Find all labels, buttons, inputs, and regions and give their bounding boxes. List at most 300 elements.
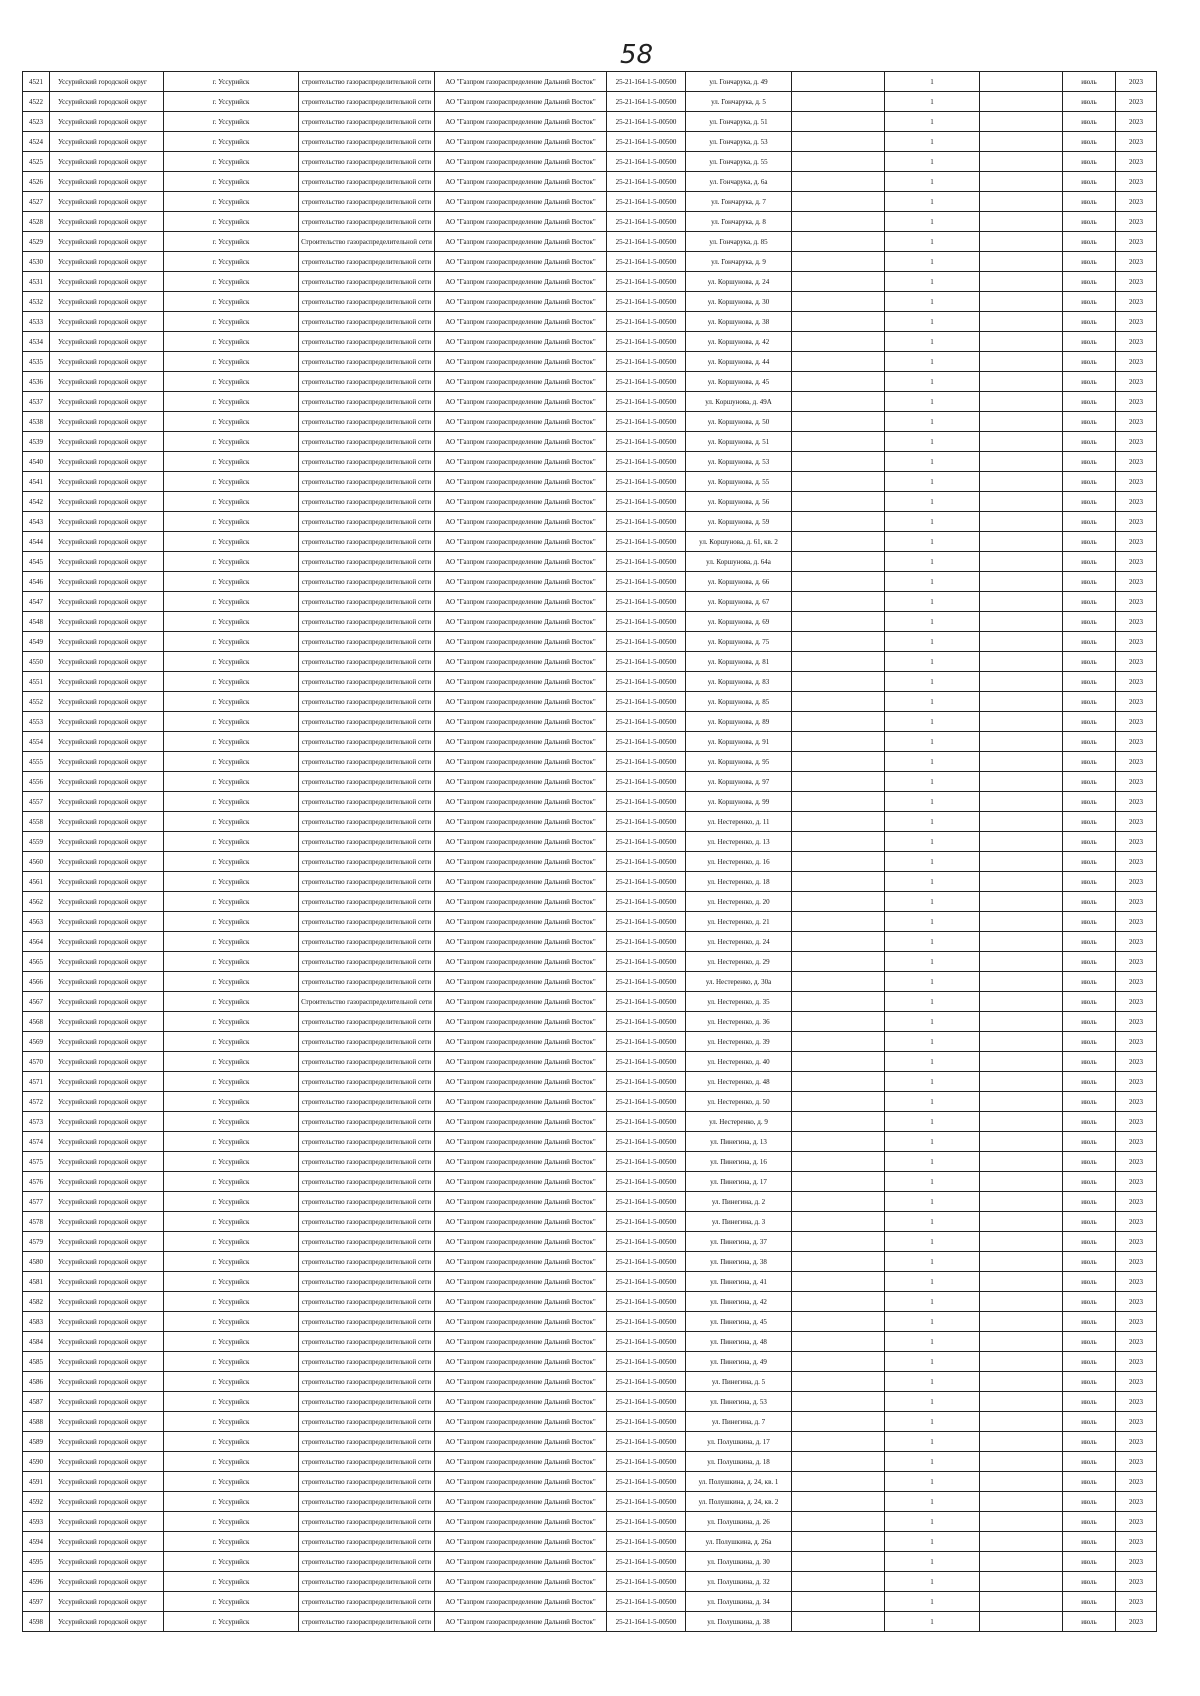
empty-cell: [980, 432, 1063, 452]
year-cell: 2023: [1116, 832, 1157, 852]
year-cell: 2023: [1116, 172, 1157, 192]
empty-cell: [980, 912, 1063, 932]
year-cell: 2023: [1116, 592, 1157, 612]
quantity-cell: 1: [885, 572, 980, 592]
empty-cell: [980, 892, 1063, 912]
registry-code-cell: 25-21-164-1-5-00500: [607, 1252, 686, 1272]
registry-code-cell: 25-21-164-1-5-00500: [607, 372, 686, 392]
city-cell: г. Уссурийск: [164, 852, 299, 872]
district-cell: Уссурийский городской округ: [50, 692, 164, 712]
work-type-cell: строительство газораспределительной сети: [299, 752, 435, 772]
empty-cell: [792, 732, 885, 752]
month-cell: июль: [1063, 252, 1116, 272]
table-row: [23, 212, 1157, 232]
quantity-cell: 1: [885, 892, 980, 912]
row-number-cell: 4570: [23, 1052, 50, 1072]
work-type-cell: Строительство газораспределительной сети: [299, 992, 435, 1012]
month-cell: июль: [1063, 212, 1116, 232]
address-cell: ул. Нестеренко, д. 13: [686, 832, 792, 852]
organization-cell: АО "Газпром газораспределение Дальний Восток": [435, 1472, 607, 1492]
year-cell: 2023: [1116, 1492, 1157, 1512]
organization-cell: АО "Газпром газораспределение Дальний Восток": [435, 412, 607, 432]
city-cell: г. Уссурийск: [164, 832, 299, 852]
city-cell: г. Уссурийск: [164, 472, 299, 492]
organization-cell: АО "Газпром газораспределение Дальний Восток": [435, 212, 607, 232]
city-cell: г. Уссурийск: [164, 1512, 299, 1532]
district-cell: Уссурийский городской округ: [50, 232, 164, 252]
quantity-cell: 1: [885, 732, 980, 752]
city-cell: г. Уссурийск: [164, 332, 299, 352]
work-type-cell: строительство газораспределительной сети: [299, 1612, 435, 1632]
city-cell: г. Уссурийск: [164, 692, 299, 712]
work-type-cell: строительство газораспределительной сети: [299, 192, 435, 212]
year-cell: 2023: [1116, 472, 1157, 492]
address-cell: ул. Полушкина, д. 24, кв. 1: [686, 1472, 792, 1492]
row-number-cell: 4583: [23, 1312, 50, 1332]
city-cell: г. Уссурийск: [164, 512, 299, 532]
quantity-cell: 1: [885, 1372, 980, 1392]
month-cell: июль: [1063, 1032, 1116, 1052]
empty-cell: [792, 952, 885, 972]
work-type-cell: строительство газораспределительной сети: [299, 932, 435, 952]
empty-cell: [792, 1412, 885, 1432]
address-cell: ул. Коршунова, д. 30: [686, 292, 792, 312]
table-row: [23, 632, 1157, 652]
address-cell: ул. Пинегина, д. 45: [686, 1312, 792, 1332]
empty-cell: [980, 732, 1063, 752]
quantity-cell: 1: [885, 412, 980, 432]
organization-cell: АО "Газпром газораспределение Дальний Восток": [435, 1072, 607, 1092]
empty-cell: [980, 692, 1063, 712]
quantity-cell: 1: [885, 332, 980, 352]
table-row: [23, 1252, 1157, 1272]
address-cell: ул. Пинегина, д. 37: [686, 1232, 792, 1252]
empty-cell: [792, 92, 885, 112]
empty-cell: [980, 1252, 1063, 1272]
organization-cell: АО "Газпром газораспределение Дальний Восток": [435, 632, 607, 652]
work-type-cell: строительство газораспределительной сети: [299, 1252, 435, 1272]
address-cell: ул. Коршунова, д. 97: [686, 772, 792, 792]
month-cell: июль: [1063, 332, 1116, 352]
district-cell: Уссурийский городской округ: [50, 752, 164, 772]
work-type-cell: строительство газораспределительной сети: [299, 792, 435, 812]
registry-code-cell: 25-21-164-1-5-00500: [607, 352, 686, 372]
quantity-cell: 1: [885, 1452, 980, 1472]
empty-cell: [792, 632, 885, 652]
city-cell: г. Уссурийск: [164, 1252, 299, 1272]
organization-cell: АО "Газпром газораспределение Дальний Восток": [435, 1572, 607, 1592]
empty-cell: [792, 932, 885, 952]
address-cell: ул. Полушкина, д. 18: [686, 1452, 792, 1472]
address-cell: ул. Коршунова, д. 95: [686, 752, 792, 772]
month-cell: июль: [1063, 152, 1116, 172]
quantity-cell: 1: [885, 712, 980, 732]
city-cell: г. Уссурийск: [164, 1072, 299, 1092]
organization-cell: АО "Газпром газораспределение Дальний Восток": [435, 372, 607, 392]
year-cell: 2023: [1116, 912, 1157, 932]
month-cell: июль: [1063, 1052, 1116, 1072]
row-number-cell: 4568: [23, 1012, 50, 1032]
quantity-cell: 1: [885, 1252, 980, 1272]
year-cell: 2023: [1116, 1332, 1157, 1352]
year-cell: 2023: [1116, 772, 1157, 792]
empty-cell: [792, 1192, 885, 1212]
month-cell: июль: [1063, 672, 1116, 692]
year-cell: 2023: [1116, 1212, 1157, 1232]
empty-cell: [792, 672, 885, 692]
empty-cell: [792, 792, 885, 812]
table-row: [23, 992, 1157, 1012]
organization-cell: АО "Газпром газораспределение Дальний Восток": [435, 1352, 607, 1372]
address-cell: ул. Коршунова, д. 45: [686, 372, 792, 392]
city-cell: г. Уссурийск: [164, 1592, 299, 1612]
address-cell: ул. Пинегина, д. 5: [686, 1372, 792, 1392]
row-number-cell: 4596: [23, 1572, 50, 1592]
month-cell: июль: [1063, 1012, 1116, 1032]
table-row: [23, 232, 1157, 252]
organization-cell: АО "Газпром газораспределение Дальний Восток": [435, 1272, 607, 1292]
address-cell: ул. Коршунова, д. 51: [686, 432, 792, 452]
empty-cell: [792, 872, 885, 892]
address-cell: ул. Коршунова, д. 38: [686, 312, 792, 332]
year-cell: 2023: [1116, 812, 1157, 832]
quantity-cell: 1: [885, 1012, 980, 1032]
row-number-cell: 4533: [23, 312, 50, 332]
empty-cell: [792, 812, 885, 832]
empty-cell: [792, 1312, 885, 1332]
address-cell: ул. Коршунова, д. 44: [686, 352, 792, 372]
table-row: [23, 1512, 1157, 1532]
month-cell: июль: [1063, 392, 1116, 412]
district-cell: Уссурийский городской округ: [50, 952, 164, 972]
city-cell: г. Уссурийск: [164, 992, 299, 1012]
work-type-cell: строительство газораспределительной сети: [299, 292, 435, 312]
empty-cell: [980, 932, 1063, 952]
table-row: [23, 1112, 1157, 1132]
organization-cell: АО "Газпром газораспределение Дальний Восток": [435, 232, 607, 252]
empty-cell: [792, 1172, 885, 1192]
address-cell: ул. Нестеренко, д. 20: [686, 892, 792, 912]
registry-code-cell: 25-21-164-1-5-00500: [607, 672, 686, 692]
district-cell: Уссурийский городской округ: [50, 1132, 164, 1152]
quantity-cell: 1: [885, 232, 980, 252]
table-row: [23, 1212, 1157, 1232]
quantity-cell: 1: [885, 1332, 980, 1352]
empty-cell: [980, 1412, 1063, 1432]
work-type-cell: строительство газораспределительной сети: [299, 772, 435, 792]
organization-cell: АО "Газпром газораспределение Дальний Восток": [435, 712, 607, 732]
row-number-cell: 4523: [23, 112, 50, 132]
empty-cell: [792, 452, 885, 472]
row-number-cell: 4527: [23, 192, 50, 212]
work-type-cell: строительство газораспределительной сети: [299, 452, 435, 472]
year-cell: 2023: [1116, 1012, 1157, 1032]
organization-cell: АО "Газпром газораспределение Дальний Восток": [435, 512, 607, 532]
address-cell: ул. Коршунова, д. 53: [686, 452, 792, 472]
month-cell: июль: [1063, 512, 1116, 532]
district-cell: Уссурийский городской округ: [50, 432, 164, 452]
table-row: [23, 972, 1157, 992]
month-cell: июль: [1063, 312, 1116, 332]
quantity-cell: 1: [885, 112, 980, 132]
city-cell: г. Уссурийск: [164, 952, 299, 972]
organization-cell: АО "Газпром газораспределение Дальний Восток": [435, 852, 607, 872]
address-cell: ул. Полушкина, д. 26а: [686, 1532, 792, 1552]
address-cell: ул. Полушкина, д. 17: [686, 1432, 792, 1452]
empty-cell: [980, 872, 1063, 892]
work-type-cell: строительство газораспределительной сети: [299, 1312, 435, 1332]
month-cell: июль: [1063, 1612, 1116, 1632]
table-row: [23, 892, 1157, 912]
city-cell: г. Уссурийск: [164, 532, 299, 552]
table-row: [23, 1532, 1157, 1552]
quantity-cell: 1: [885, 92, 980, 112]
month-cell: июль: [1063, 692, 1116, 712]
work-type-cell: строительство газораспределительной сети: [299, 1272, 435, 1292]
row-number-cell: 4598: [23, 1612, 50, 1632]
empty-cell: [980, 1132, 1063, 1152]
year-cell: 2023: [1116, 272, 1157, 292]
district-cell: Уссурийский городской округ: [50, 932, 164, 952]
work-type-cell: строительство газораспределительной сети: [299, 1452, 435, 1472]
empty-cell: [980, 552, 1063, 572]
table-row: [23, 392, 1157, 412]
registry-code-cell: 25-21-164-1-5-00500: [607, 932, 686, 952]
address-cell: ул. Нестеренко, д. 30а: [686, 972, 792, 992]
empty-cell: [792, 772, 885, 792]
address-cell: ул. Гончарука, д. 8: [686, 212, 792, 232]
registry-code-cell: 25-21-164-1-5-00500: [607, 1412, 686, 1432]
city-cell: г. Уссурийск: [164, 192, 299, 212]
table-row: [23, 572, 1157, 592]
quantity-cell: 1: [885, 952, 980, 972]
work-type-cell: строительство газораспределительной сети: [299, 1192, 435, 1212]
district-cell: Уссурийский городской округ: [50, 192, 164, 212]
row-number-cell: 4560: [23, 852, 50, 872]
empty-cell: [792, 1132, 885, 1152]
year-cell: 2023: [1116, 932, 1157, 952]
quantity-cell: 1: [885, 1352, 980, 1372]
year-cell: 2023: [1116, 1092, 1157, 1112]
table-row: [23, 1552, 1157, 1572]
month-cell: июль: [1063, 812, 1116, 832]
table-row: [23, 492, 1157, 512]
empty-cell: [980, 1392, 1063, 1412]
empty-cell: [792, 1152, 885, 1172]
organization-cell: АО "Газпром газораспределение Дальний Восток": [435, 992, 607, 1012]
row-number-cell: 4588: [23, 1412, 50, 1432]
work-type-cell: строительство газораспределительной сети: [299, 472, 435, 492]
empty-cell: [792, 1032, 885, 1052]
registry-code-cell: 25-21-164-1-5-00500: [607, 1052, 686, 1072]
work-type-cell: строительство газораспределительной сети: [299, 512, 435, 532]
quantity-cell: 1: [885, 852, 980, 872]
year-cell: 2023: [1116, 392, 1157, 412]
work-type-cell: строительство газораспределительной сети: [299, 1552, 435, 1572]
work-type-cell: строительство газораспределительной сети: [299, 1032, 435, 1052]
organization-cell: АО "Газпром газораспределение Дальний Восток": [435, 332, 607, 352]
district-cell: Уссурийский городской округ: [50, 1192, 164, 1212]
empty-cell: [792, 612, 885, 632]
month-cell: июль: [1063, 1372, 1116, 1392]
registry-code-cell: 25-21-164-1-5-00500: [607, 412, 686, 432]
address-cell: ул. Пинегина, д. 48: [686, 1332, 792, 1352]
table-row: [23, 72, 1157, 92]
table-row: [23, 1032, 1157, 1052]
year-cell: 2023: [1116, 1192, 1157, 1212]
quantity-cell: 1: [885, 472, 980, 492]
empty-cell: [980, 652, 1063, 672]
empty-cell: [980, 1272, 1063, 1292]
city-cell: г. Уссурийск: [164, 1432, 299, 1452]
address-cell: ул. Коршунова, д. 99: [686, 792, 792, 812]
work-type-cell: строительство газораспределительной сети: [299, 492, 435, 512]
address-cell: ул. Гончарука, д. 49: [686, 72, 792, 92]
table-row: [23, 332, 1157, 352]
empty-cell: [980, 1572, 1063, 1592]
month-cell: июль: [1063, 492, 1116, 512]
district-cell: Уссурийский городской округ: [50, 632, 164, 652]
district-cell: Уссурийский городской округ: [50, 832, 164, 852]
city-cell: г. Уссурийск: [164, 1392, 299, 1412]
city-cell: г. Уссурийск: [164, 1152, 299, 1172]
district-cell: Уссурийский городской округ: [50, 1032, 164, 1052]
month-cell: июль: [1063, 532, 1116, 552]
row-number-cell: 4540: [23, 452, 50, 472]
row-number-cell: 4567: [23, 992, 50, 1012]
registry-code-cell: 25-21-164-1-5-00500: [607, 572, 686, 592]
city-cell: г. Уссурийск: [164, 1032, 299, 1052]
organization-cell: АО "Газпром газораспределение Дальний Восток": [435, 1492, 607, 1512]
city-cell: г. Уссурийск: [164, 1532, 299, 1552]
city-cell: г. Уссурийск: [164, 1452, 299, 1472]
table-row: [23, 1332, 1157, 1352]
empty-cell: [980, 952, 1063, 972]
year-cell: 2023: [1116, 1052, 1157, 1072]
row-number-cell: 4587: [23, 1392, 50, 1412]
year-cell: 2023: [1116, 1592, 1157, 1612]
registry-code-cell: 25-21-164-1-5-00500: [607, 1112, 686, 1132]
row-number-cell: 4573: [23, 1112, 50, 1132]
empty-cell: [980, 712, 1063, 732]
district-cell: Уссурийский городской округ: [50, 712, 164, 732]
empty-cell: [980, 192, 1063, 212]
organization-cell: АО "Газпром газораспределение Дальний Восток": [435, 312, 607, 332]
district-cell: Уссурийский городской округ: [50, 492, 164, 512]
quantity-cell: 1: [885, 1272, 980, 1292]
district-cell: Уссурийский городской округ: [50, 112, 164, 132]
organization-cell: АО "Газпром газораспределение Дальний Восток": [435, 452, 607, 472]
district-cell: Уссурийский городской округ: [50, 1472, 164, 1492]
row-number-cell: 4539: [23, 432, 50, 452]
year-cell: 2023: [1116, 512, 1157, 532]
year-cell: 2023: [1116, 852, 1157, 872]
work-type-cell: строительство газораспределительной сети: [299, 812, 435, 832]
empty-cell: [792, 1612, 885, 1632]
row-number-cell: 4581: [23, 1272, 50, 1292]
district-cell: Уссурийский городской округ: [50, 992, 164, 1012]
row-number-cell: 4556: [23, 772, 50, 792]
organization-cell: АО "Газпром газораспределение Дальний Восток": [435, 1592, 607, 1612]
organization-cell: АО "Газпром газораспределение Дальний Восток": [435, 1092, 607, 1112]
empty-cell: [980, 452, 1063, 472]
quantity-cell: 1: [885, 1572, 980, 1592]
month-cell: июль: [1063, 1472, 1116, 1492]
month-cell: июль: [1063, 372, 1116, 392]
address-cell: ул. Пинегина, д. 41: [686, 1272, 792, 1292]
year-cell: 2023: [1116, 792, 1157, 812]
row-number-cell: 4552: [23, 692, 50, 712]
work-type-cell: строительство газораспределительной сети: [299, 1592, 435, 1612]
empty-cell: [980, 852, 1063, 872]
empty-cell: [980, 1332, 1063, 1352]
quantity-cell: 1: [885, 772, 980, 792]
month-cell: июль: [1063, 132, 1116, 152]
quantity-cell: 1: [885, 1532, 980, 1552]
district-cell: Уссурийский городской округ: [50, 1452, 164, 1472]
empty-cell: [980, 1072, 1063, 1092]
row-number-cell: 4585: [23, 1352, 50, 1372]
registry-code-cell: 25-21-164-1-5-00500: [607, 1352, 686, 1372]
district-cell: Уссурийский городской округ: [50, 352, 164, 372]
city-cell: г. Уссурийск: [164, 1332, 299, 1352]
year-cell: 2023: [1116, 1232, 1157, 1252]
row-number-cell: 4553: [23, 712, 50, 732]
row-number-cell: 4534: [23, 332, 50, 352]
organization-cell: АО "Газпром газораспределение Дальний Восток": [435, 1052, 607, 1072]
city-cell: г. Уссурийск: [164, 1472, 299, 1492]
work-type-cell: строительство газораспределительной сети: [299, 552, 435, 572]
work-type-cell: строительство газораспределительной сети: [299, 672, 435, 692]
row-number-cell: 4548: [23, 612, 50, 632]
city-cell: г. Уссурийск: [164, 72, 299, 92]
district-cell: Уссурийский городской округ: [50, 1172, 164, 1192]
registry-code-cell: 25-21-164-1-5-00500: [607, 1332, 686, 1352]
row-number-cell: 4521: [23, 72, 50, 92]
gasification-register-table: [22, 71, 1157, 1632]
month-cell: июль: [1063, 352, 1116, 372]
row-number-cell: 4549: [23, 632, 50, 652]
work-type-cell: строительство газораспределительной сети: [299, 1112, 435, 1132]
empty-cell: [792, 712, 885, 732]
district-cell: Уссурийский городской округ: [50, 1512, 164, 1532]
empty-cell: [792, 412, 885, 432]
city-cell: г. Уссурийск: [164, 1572, 299, 1592]
year-cell: 2023: [1116, 1572, 1157, 1592]
city-cell: г. Уссурийск: [164, 1492, 299, 1512]
table-row: [23, 1592, 1157, 1612]
work-type-cell: строительство газораспределительной сети: [299, 1512, 435, 1532]
work-type-cell: строительство газораспределительной сети: [299, 132, 435, 152]
quantity-cell: 1: [885, 132, 980, 152]
row-number-cell: 4529: [23, 232, 50, 252]
address-cell: ул. Коршунова, д. 66: [686, 572, 792, 592]
empty-cell: [980, 132, 1063, 152]
empty-cell: [792, 992, 885, 1012]
address-cell: ул. Нестеренко, д. 16: [686, 852, 792, 872]
year-cell: 2023: [1116, 312, 1157, 332]
empty-cell: [980, 1532, 1063, 1552]
city-cell: г. Уссурийск: [164, 1172, 299, 1192]
month-cell: июль: [1063, 1192, 1116, 1212]
address-cell: ул. Коршунова, д. 61, кв. 2: [686, 532, 792, 552]
address-cell: ул. Нестеренко, д. 40: [686, 1052, 792, 1072]
organization-cell: АО "Газпром газораспределение Дальний Восток": [435, 612, 607, 632]
year-cell: 2023: [1116, 1272, 1157, 1292]
address-cell: ул. Коршунова, д. 59: [686, 512, 792, 532]
empty-cell: [980, 252, 1063, 272]
work-type-cell: строительство газораспределительной сети: [299, 852, 435, 872]
